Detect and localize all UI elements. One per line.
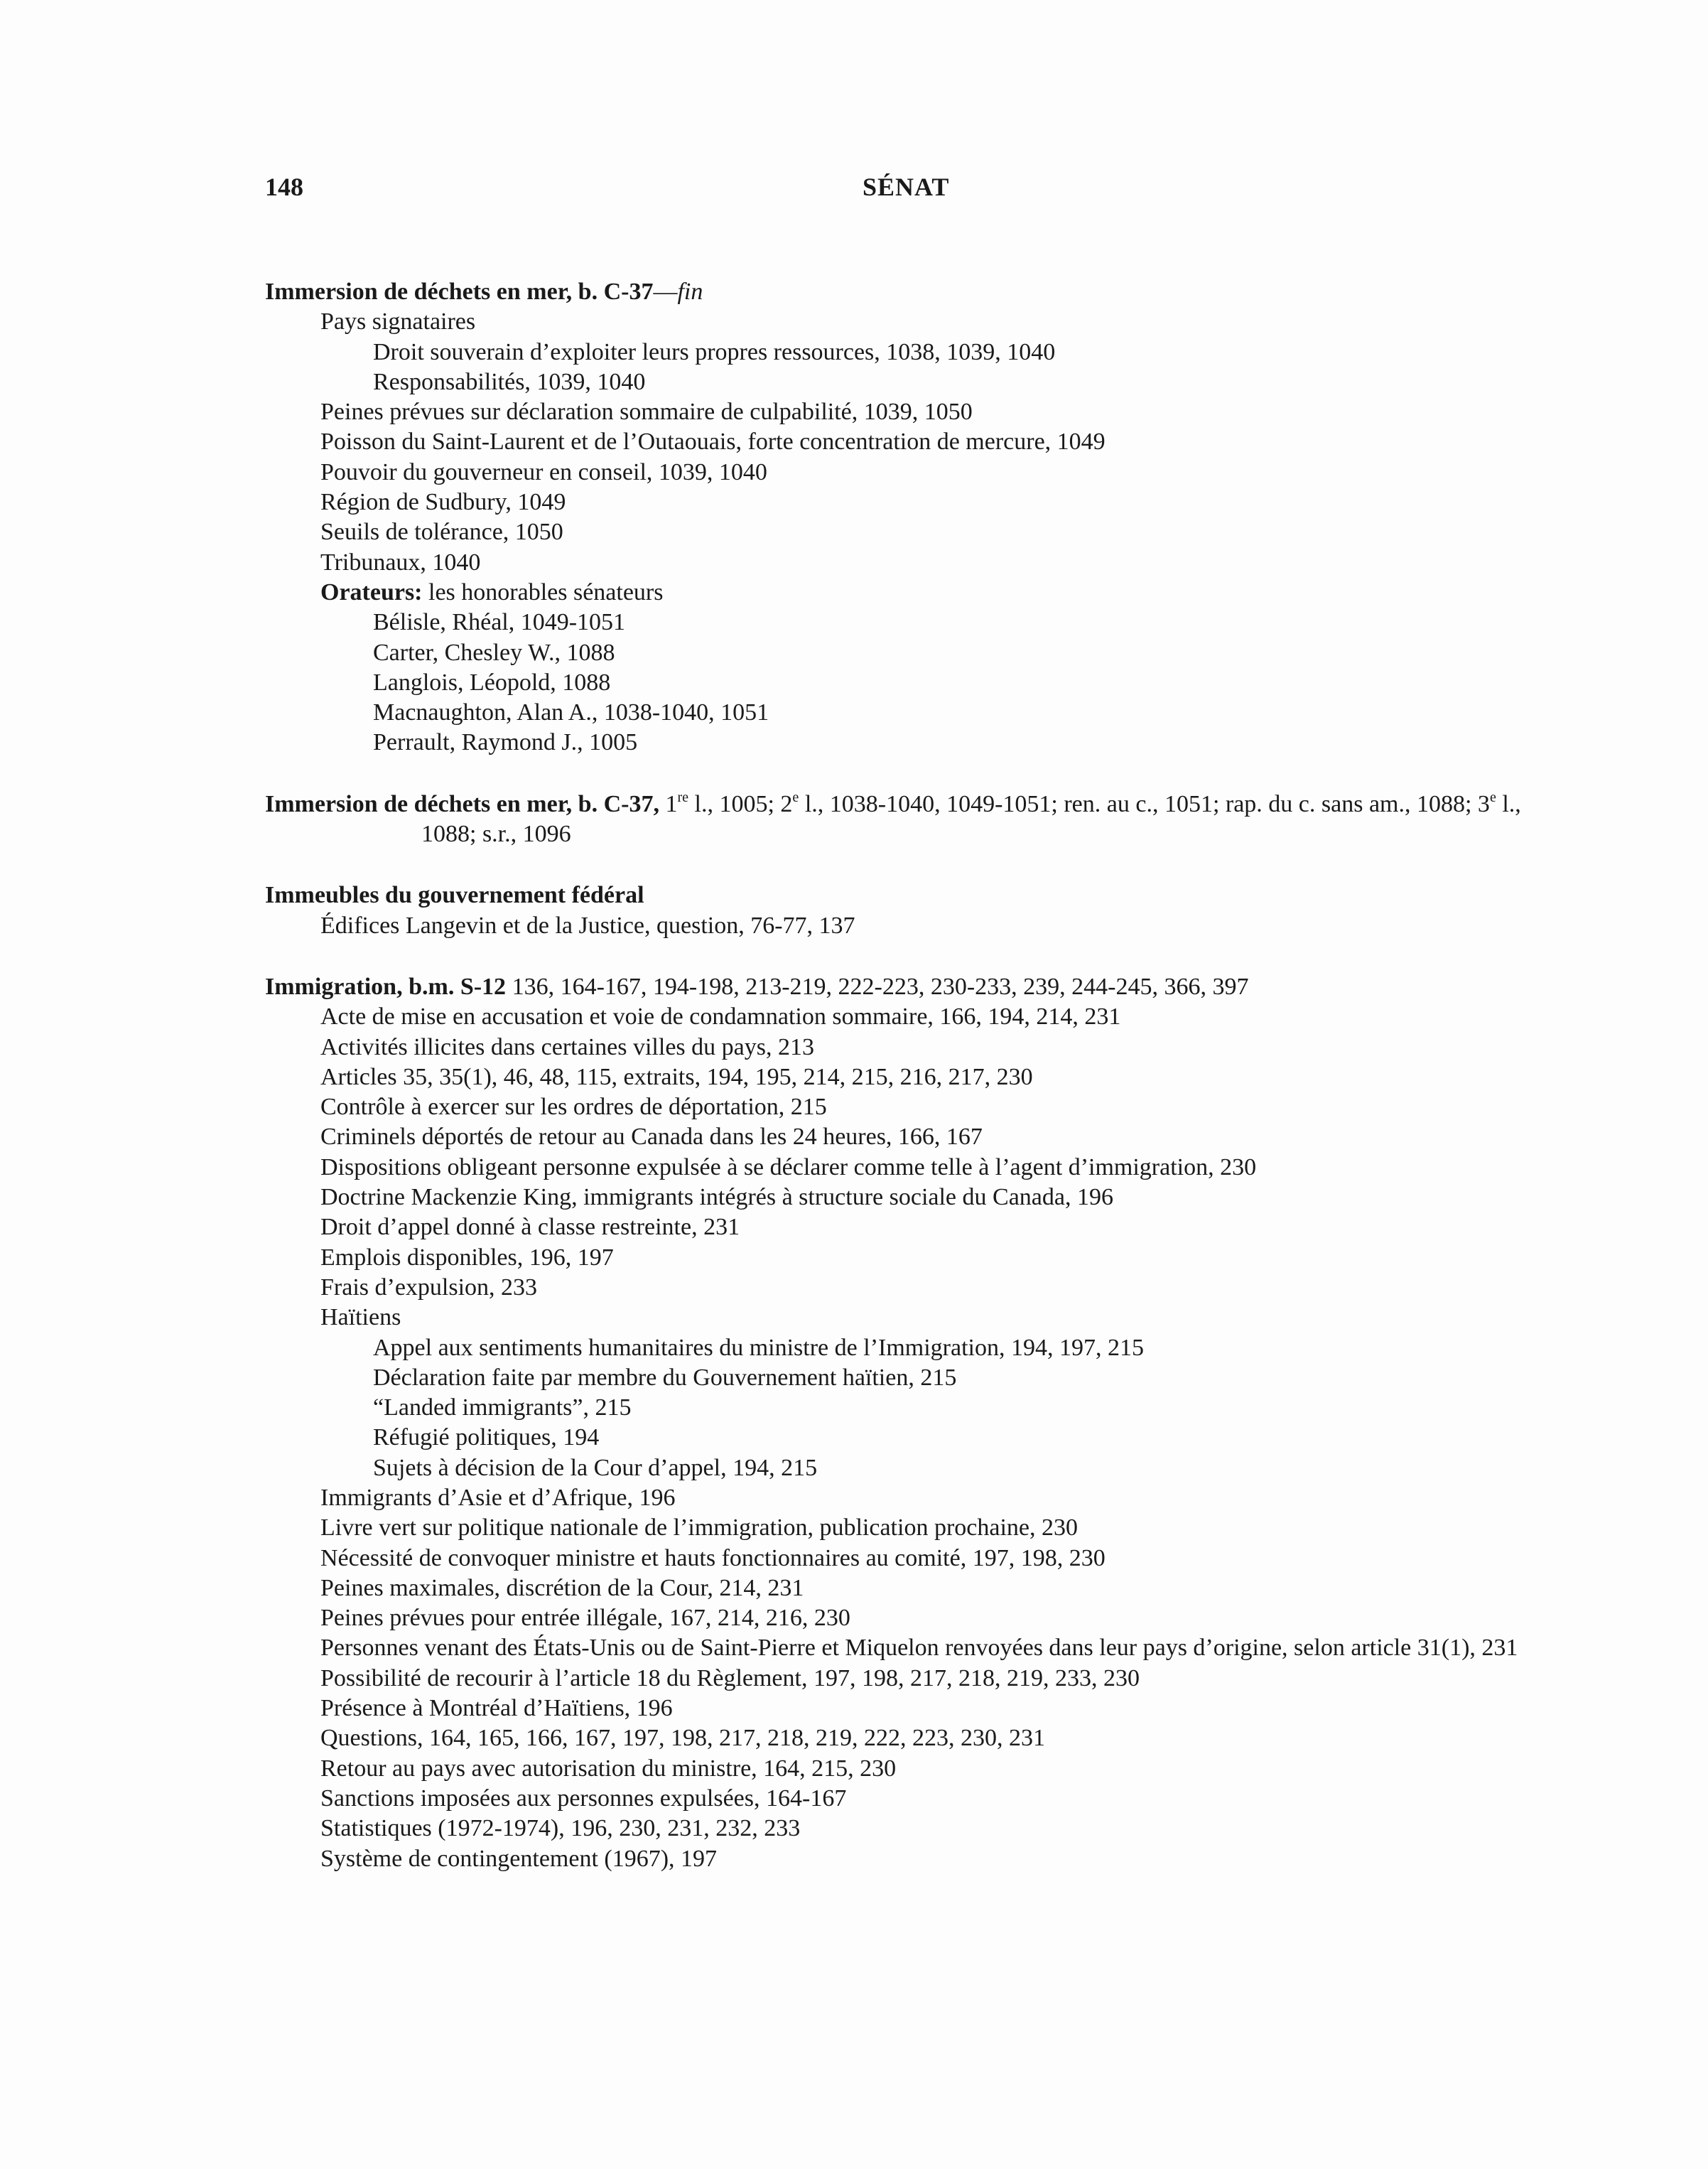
subentry: Questions, 164, 165, 166, 167, 197, 198, 217, 218, 219, 222, 223, 230, 231 [320,1725,1045,1752]
index-entry-immigration [265,972,1572,1874]
subentry: Présence à Montréal d’Haïtiens, 196 [320,1695,673,1722]
entry-heading [265,972,1572,1002]
subentry: Droit d’appel donné à classe restreinte, 231 [320,1214,740,1241]
subentry: Édifices Langevin et de la Justice, question, 76-77, 137 [320,912,855,939]
subentry: Articles 35, 35(1), 46, 48, 115, extraits, 194, 195, 214, 215, 216, 217, 230 [320,1063,1033,1090]
speaker: Bélisle, Rhéal, 1049-1051 [373,609,626,636]
subentry: Livre vert sur politique nationale de l’immigration, publication prochaine, 230 [320,1514,1078,1541]
speaker: Carter, Chesley W., 1088 [373,639,615,666]
heading-dash: — [653,279,678,305]
entry-spacer [265,849,1572,881]
index-entry-immersion-fin [265,277,1572,758]
subsubentry: Sujets à décision de la Cour d’appel, 194, 215 [373,1454,818,1481]
speaker: Perrault, Raymond J., 1005 [373,729,638,756]
subentry: Frais d’expulsion, 233 [320,1274,538,1301]
subentry: Peines prévues sur déclaration sommaire de culpabilité, 1039, 1050 [320,399,973,426]
subsubentry: “Landed immigrants”, 215 [373,1394,632,1421]
entry-spacer [265,941,1572,972]
superscript: e [1489,789,1496,805]
subentry: Statistiques (1972-1974), 196, 230, 231, 232, 233 [320,1815,801,1842]
page-title: SÉNAT [863,173,950,201]
entry-heading [265,881,1572,910]
speaker: Langlois, Léopold, 1088 [373,669,611,696]
subentry: Région de Sudbury, 1049 [320,489,566,516]
subentry: Peines prévues pour entrée illégale, 167, 214, 216, 230 [320,1605,850,1632]
heading-bold: Immigration, b.m. S-12 [265,973,507,1000]
subsubentry: Responsabilités, 1039, 1040 [373,368,646,395]
subentry: Nécessité de convoquer ministre et hauts fonctionnaires au comité, 197, 198, 230 [320,1544,1106,1571]
index-content [265,277,1572,1874]
subentry: Poisson du Saint-Laurent et de l’Outaouais, forte concentration de mercure, 1049 [320,429,1106,456]
entry-heading [265,790,1572,850]
superscript: e [792,789,799,805]
subentry: Acte de mise en accusation et voie de condamnation sommaire, 166, 194, 214, 231 [320,1003,1121,1030]
subentry: Activités illicites dans certaines villes du pays, 213 [320,1033,814,1060]
reading-text: l., 1005; 2 [688,790,793,817]
subsubentry: Réfugié politiques, 194 [373,1424,600,1451]
speakers-text: les honorables sénateurs [422,578,664,606]
reading-text: l., 1038-1040, 1049-1051; ren. au c., 1051; rap. du c. sans am., 1088; 3 [799,790,1490,817]
heading-bold: Immeubles du gouvernement fédéral [265,882,644,909]
subentry: Criminels déportés de retour au Canada dans les 24 heures, 166, 167 [320,1124,983,1151]
heading-bold: Immersion de déchets en mer, b. C-37 [265,279,654,305]
index-entry-immeubles [265,881,1572,941]
page-number: 148 [265,173,303,201]
subentry: Peines maximales, discrétion de la Cour, 214, 231 [320,1574,804,1601]
subentry: Pays signataires [320,308,476,335]
subsubentry: Appel aux sentiments humanitaires du ministre de l’Immigration, 194, 197, 215 [373,1334,1144,1361]
subentry: Contrôle à exercer sur les ordres de déportation, 215 [320,1094,827,1121]
speakers-label: Orateurs: [320,578,423,606]
reading-text: l., 1088; s.r., 1096 [421,790,1521,848]
subentry: Emplois disponibles, 196, 197 [320,1244,614,1271]
subentry: Sanctions imposées aux personnes expulsées, 164-167 [320,1785,847,1812]
subsubentry: Déclaration faite par membre du Gouvernement haïtien, 215 [373,1364,957,1391]
heading-bold: Immersion de déchets en mer, b. C-37, [265,790,659,817]
subentry: Immigrants d’Asie et d’Afrique, 196 [320,1484,676,1511]
subsubentry: Droit souverain d’exploiter leurs propres ressources, 1038, 1039, 1040 [373,338,1056,365]
subentry: Tribunaux, 1040 [320,549,481,576]
subentry: Dispositions obligeant personne expulsée à se déclarer comme telle à l’agent d’immigration, 230 [320,1153,1257,1180]
subentry: Haïtiens [320,1304,401,1331]
heading-italic: fin [677,279,703,305]
entry-heading [265,277,1572,307]
subentry: Personnes venant des États-Unis ou de Saint-Pierre et Miquelon renvoyées dans leur pays d’origine, selon article 31(1), 231 [320,1635,1518,1662]
subentry: Retour au pays avec autorisation du ministre, 164, 215, 230 [320,1755,897,1782]
subentry: Possibilité de recourir à l’article 18 du Règlement, 197, 198, 217, 218, 219, 233, 230 [320,1664,1140,1691]
superscript: re [677,789,689,805]
entry-spacer [265,758,1572,790]
subentry: Pouvoir du gouverneur en conseil, 1039, 1040 [320,458,767,485]
index-entry-immersion-stages [265,790,1572,850]
speakers-heading [265,578,1572,608]
heading-pages: 136, 164-167, 194-198, 213-219, 222-223, 230-233, 239, 244-245, 366, 397 [506,973,1249,1000]
reading-text: 1 [659,790,678,817]
speaker: Macnaughton, Alan A., 1038-1040, 1051 [373,699,769,726]
subentry: Système de contingentement (1967), 197 [320,1845,718,1872]
subentry: Seuils de tolérance, 1050 [320,519,563,546]
subentry: Doctrine Mackenzie King, immigrants intégrés à structure sociale du Canada, 196 [320,1184,1113,1211]
